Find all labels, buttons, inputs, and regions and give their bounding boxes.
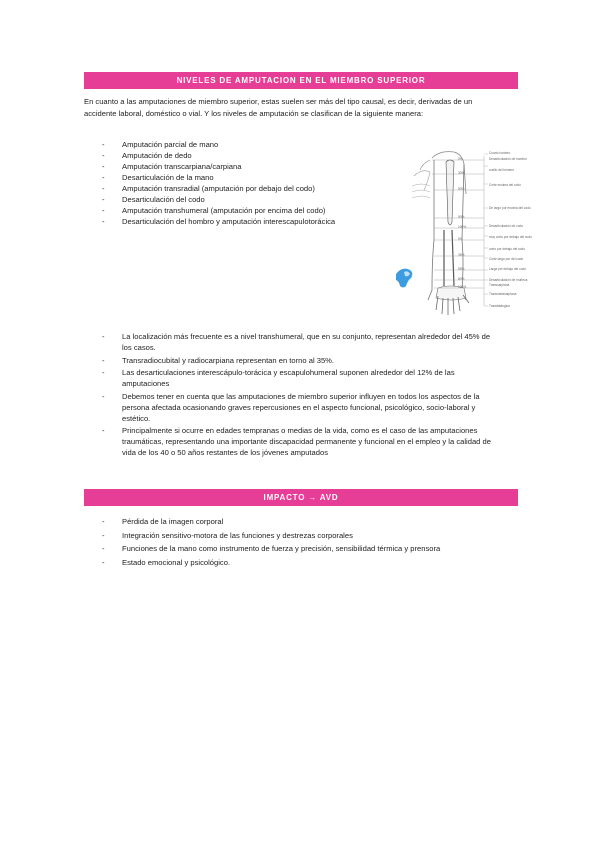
list-item: - Principalmente si ocurre en edades tempranas o medias de la vida, como es el caso de las amputaciones traumáticas, representando una importante discapacidad permanente y funcional en el empleo y la calidad de vida de los 40 o 50 años restantes de los jóvenes amputados	[102, 425, 500, 458]
list-item: - Estado emocional y psicológico.	[102, 557, 500, 568]
figure-level-label: Desarticulación de codo	[489, 224, 524, 228]
list-item: - Amputación transhumeral (amputación por encima del codo)	[102, 205, 348, 216]
figure-level-label: muy corto por debajo del codo	[489, 235, 532, 239]
section-title-impacto: IMPACTO → AVD	[84, 489, 518, 506]
list-item: - Funciones de la mano como instrumento de fuerza y precisión, sensibilidad térmica y prensora	[102, 543, 500, 554]
figure-level-label: Cuarto hombro	[489, 151, 511, 155]
shoulder-icon	[396, 269, 412, 288]
arm-amputation-levels-figure	[392, 146, 552, 318]
percent-mark: 90%	[458, 215, 465, 219]
figure-level-label: cuello del húmero	[489, 168, 515, 172]
percent-mark: 30%	[458, 171, 465, 175]
list-item: - Amputación parcial de mano	[102, 139, 348, 150]
figure-level-label: Corte encima del codo	[489, 183, 521, 187]
list-item: - Amputación transradial (amputación por debajo del codo)	[102, 183, 348, 194]
figure-level-label: De largo por encima del codo	[489, 206, 531, 210]
figure-level-label: Transmetacarpiana	[489, 292, 517, 296]
list-item: - Debemos tener en cuenta que las amputaciones de miembro superior influyen en todos los aspectos de la persona afectada ocasionando graves repercusiones en el aspecto funcional, psicológico, socio-laboral y estético.	[102, 391, 500, 424]
list-item: - Amputación transcarpiana/carpiana	[102, 161, 348, 172]
figure-level-label: Desarticulación de hombro	[489, 157, 527, 161]
figure-level-label: Larga por debajo del codo	[489, 267, 527, 271]
hand-illustration	[436, 286, 469, 315]
figure-level-label: Transcarpiana	[489, 283, 510, 287]
percent-mark: 50%	[458, 187, 465, 191]
intro-paragraph: En cuanto a las amputaciones de miembro superior, estas suelen ser más del tipo causal, es decir, derivadas de un accidente laboral, doméstico o vial. Y los niveles de amputación se clasifican de la siguiente manera:	[84, 97, 473, 118]
percent-mark: 35%	[458, 253, 465, 257]
amputation-levels-list	[102, 139, 348, 227]
figure-level-label: Corte largo por del codo	[489, 257, 524, 261]
list-item: - Desarticulación de la mano	[102, 172, 348, 183]
percent-mark: 80%	[458, 277, 465, 281]
list-item: - La localización más frecuente es a nivel transhumeral, que en su conjunto, representan alrededor del 45% de los casos.	[102, 331, 500, 353]
list-item: - Amputación de dedo	[102, 150, 348, 161]
figure-level-label: Desarticulación de muñeca	[489, 278, 528, 282]
percent-mark: 55%	[458, 267, 465, 271]
section-title-niveles: NIVELES DE AMPUTACION EN EL MIEMBRO SUPERIOR	[84, 72, 518, 89]
list-item: - Pérdida de la imagen corporal	[102, 516, 500, 527]
percent-mark: 0%	[458, 237, 463, 241]
amputation-facts-list	[102, 331, 500, 460]
list-item: - Desarticulación del codo	[102, 194, 348, 205]
figure-level-label: corto por debajo del codo	[489, 247, 525, 251]
percent-mark: 0%	[458, 157, 463, 161]
list-item: - Desarticulación del hombro y amputación interescapulotorácica	[102, 216, 348, 227]
arm-skeleton-illustration	[392, 146, 552, 318]
list-item: - Las desarticulaciones interescápulo-torácica y escapulohumeral suponen alrededor del 12% de las amputaciones	[102, 367, 500, 389]
percent-mark: 100%	[458, 225, 467, 229]
figure-level-label: Transfalángica	[489, 304, 510, 308]
impact-avd-list	[102, 516, 500, 570]
percent-mark: 100%	[458, 285, 467, 289]
list-item: - Transradiocubital y radiocarpiana representan en torno al 35%.	[102, 355, 500, 366]
list-item: - Integración sensitivo-motora de las funciones y destrezas corporales	[102, 530, 500, 541]
